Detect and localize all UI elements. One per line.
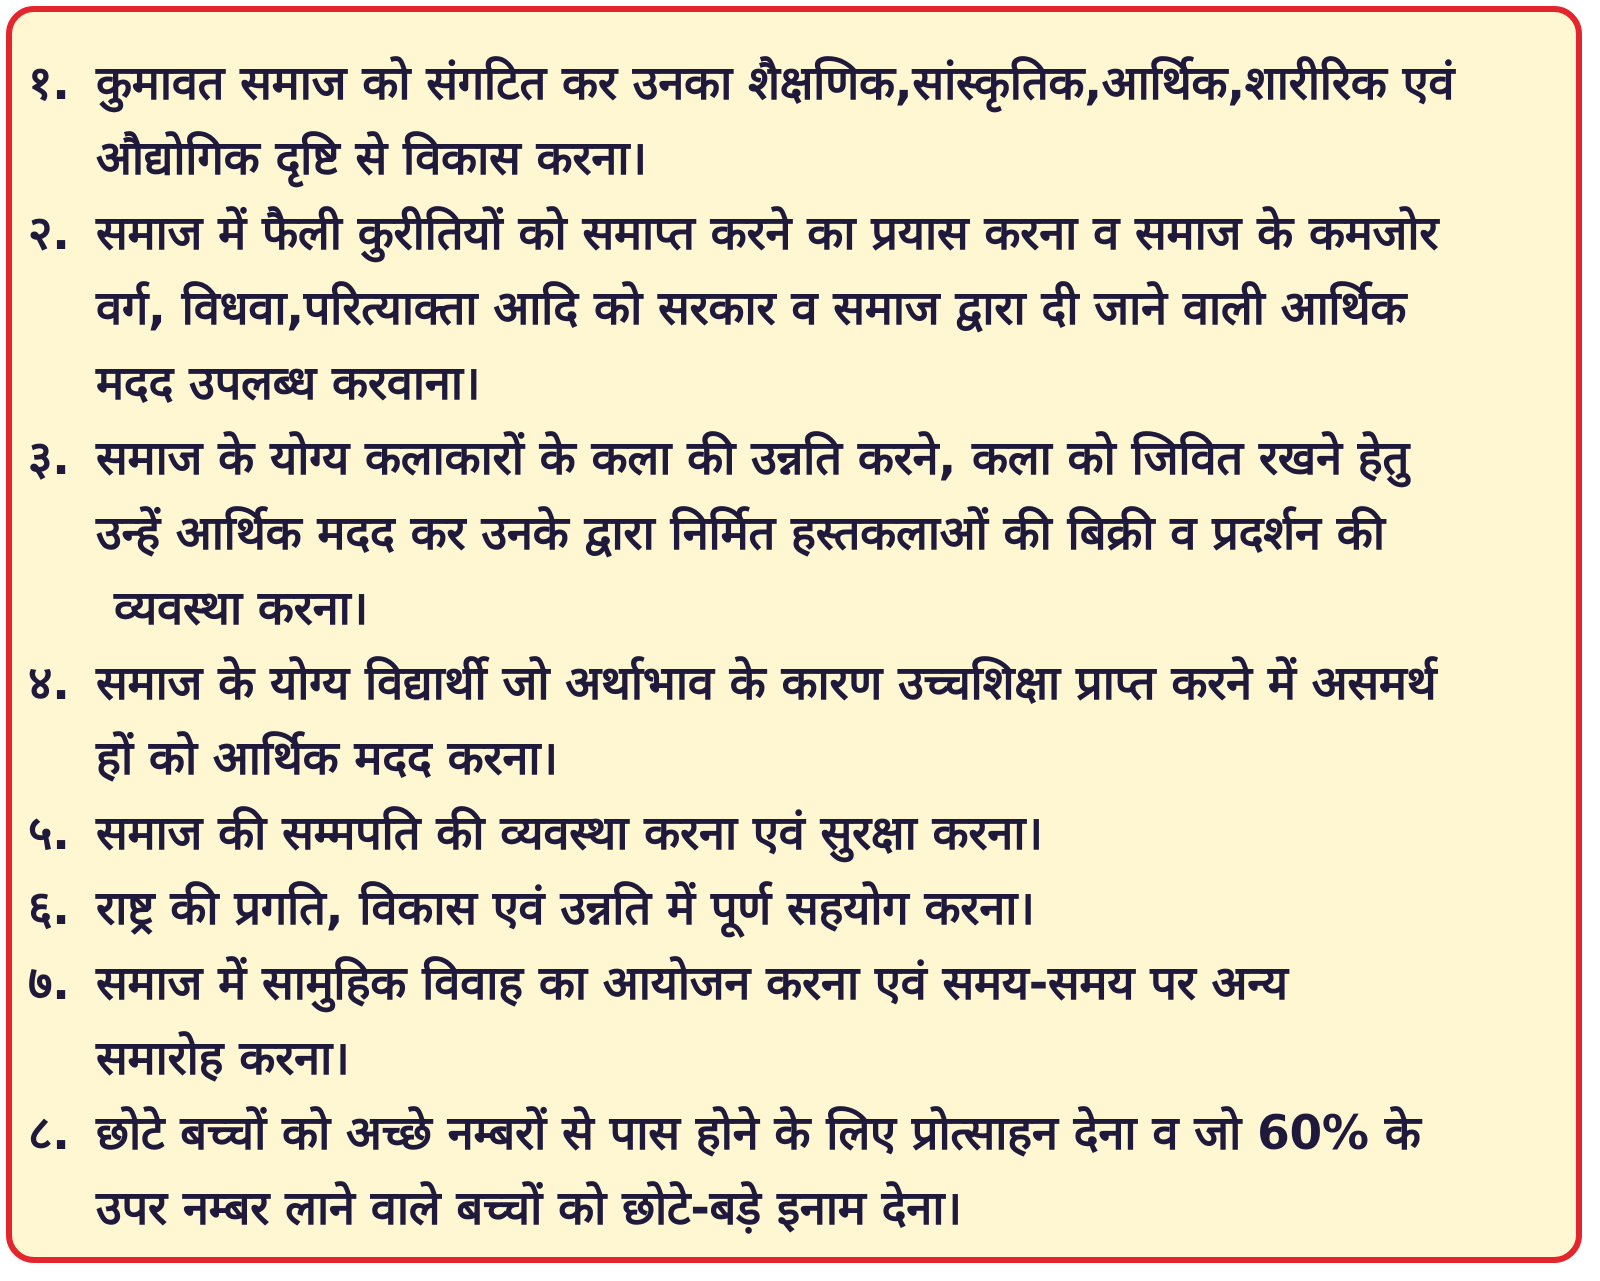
objective-line: समारोह करना। <box>96 1031 350 1086</box>
objective-line: छोटे बच्चों को अच्छे नम्बरों से पास होने के लिए प्रोत्साहन देना व जो 60% के <box>96 1106 1421 1161</box>
objective-number: ६. <box>28 881 70 936</box>
objectives-panel <box>6 6 1582 1263</box>
objective-text <box>96 796 1546 871</box>
objectives-list <box>12 12 1576 1246</box>
objective-text <box>96 871 1546 946</box>
objective-item-3 <box>28 421 1546 646</box>
objective-line: समाज के योग्य विद्यार्थी जो अर्थाभाव के कारण उच्चशिक्षा प्राप्त करने में असमर्थ <box>96 656 1437 711</box>
objective-number: ५. <box>28 806 70 861</box>
objective-number: २. <box>28 206 70 261</box>
objective-item-1 <box>28 46 1546 196</box>
objective-line: समाज में फैली कुरीतियों को समाप्त करने का प्रयास करना व समाज के कमजोर <box>96 206 1439 261</box>
objective-item-8 <box>28 1096 1546 1246</box>
objective-item-5 <box>28 796 1546 871</box>
objective-item-6 <box>28 871 1546 946</box>
objective-line: औद्योगिक दृष्टि से विकास करना। <box>96 131 647 186</box>
objective-text <box>96 646 1546 796</box>
objective-number: ३. <box>28 431 70 486</box>
objective-line: उपर नम्बर लाने वाले बच्चों को छोटे-बड़े इनाम देना। <box>96 1181 962 1236</box>
objective-line: वर्ग, विधवा,परित्याक्ता आदि को सरकार व समाज द्वारा दी जाने वाली आर्थिक <box>96 281 1407 336</box>
objective-number: ८. <box>28 1106 70 1161</box>
objective-line: समाज के योग्य कलाकारों के कला की उन्नति करने, कला को जिवित रखने हेतु <box>96 431 1409 486</box>
objective-line: उन्हें आर्थिक मदद कर उनके द्वारा निर्मित हस्तकलाओं की बिक्री व प्रदर्शन की <box>96 506 1385 561</box>
objective-line: मदद उपलब्ध करवाना। <box>96 356 481 411</box>
objective-item-4 <box>28 646 1546 796</box>
objective-text <box>96 196 1546 421</box>
objective-text <box>96 46 1546 196</box>
objective-line: राष्ट्र की प्रगति, विकास एवं उन्नति में पूर्ण सहयोग करना। <box>96 881 1035 936</box>
objective-line: समाज की सम्मपति की व्यवस्था करना एवं सुरक्षा करना। <box>96 806 1043 861</box>
objective-item-7 <box>28 946 1546 1096</box>
objective-text <box>96 1096 1546 1246</box>
objective-line: समाज में सामुहिक विवाह का आयोजन करना एवं समय-समय पर अन्य <box>96 956 1288 1011</box>
objective-text <box>96 946 1546 1096</box>
objective-line: हों को आर्थिक मदद करना। <box>96 731 558 786</box>
objective-number: १. <box>28 56 70 111</box>
objective-line: व्यवस्था करना। <box>114 581 369 636</box>
objective-number: ७. <box>28 956 70 1011</box>
objective-line: कुमावत समाज को संगटित कर उनका शैक्षणिक,सांस्कृतिक,आर्थिक,शारीरिक एवं <box>96 56 1455 111</box>
objective-item-2 <box>28 196 1546 421</box>
objective-number: ४. <box>28 656 70 711</box>
objective-text <box>96 421 1546 646</box>
